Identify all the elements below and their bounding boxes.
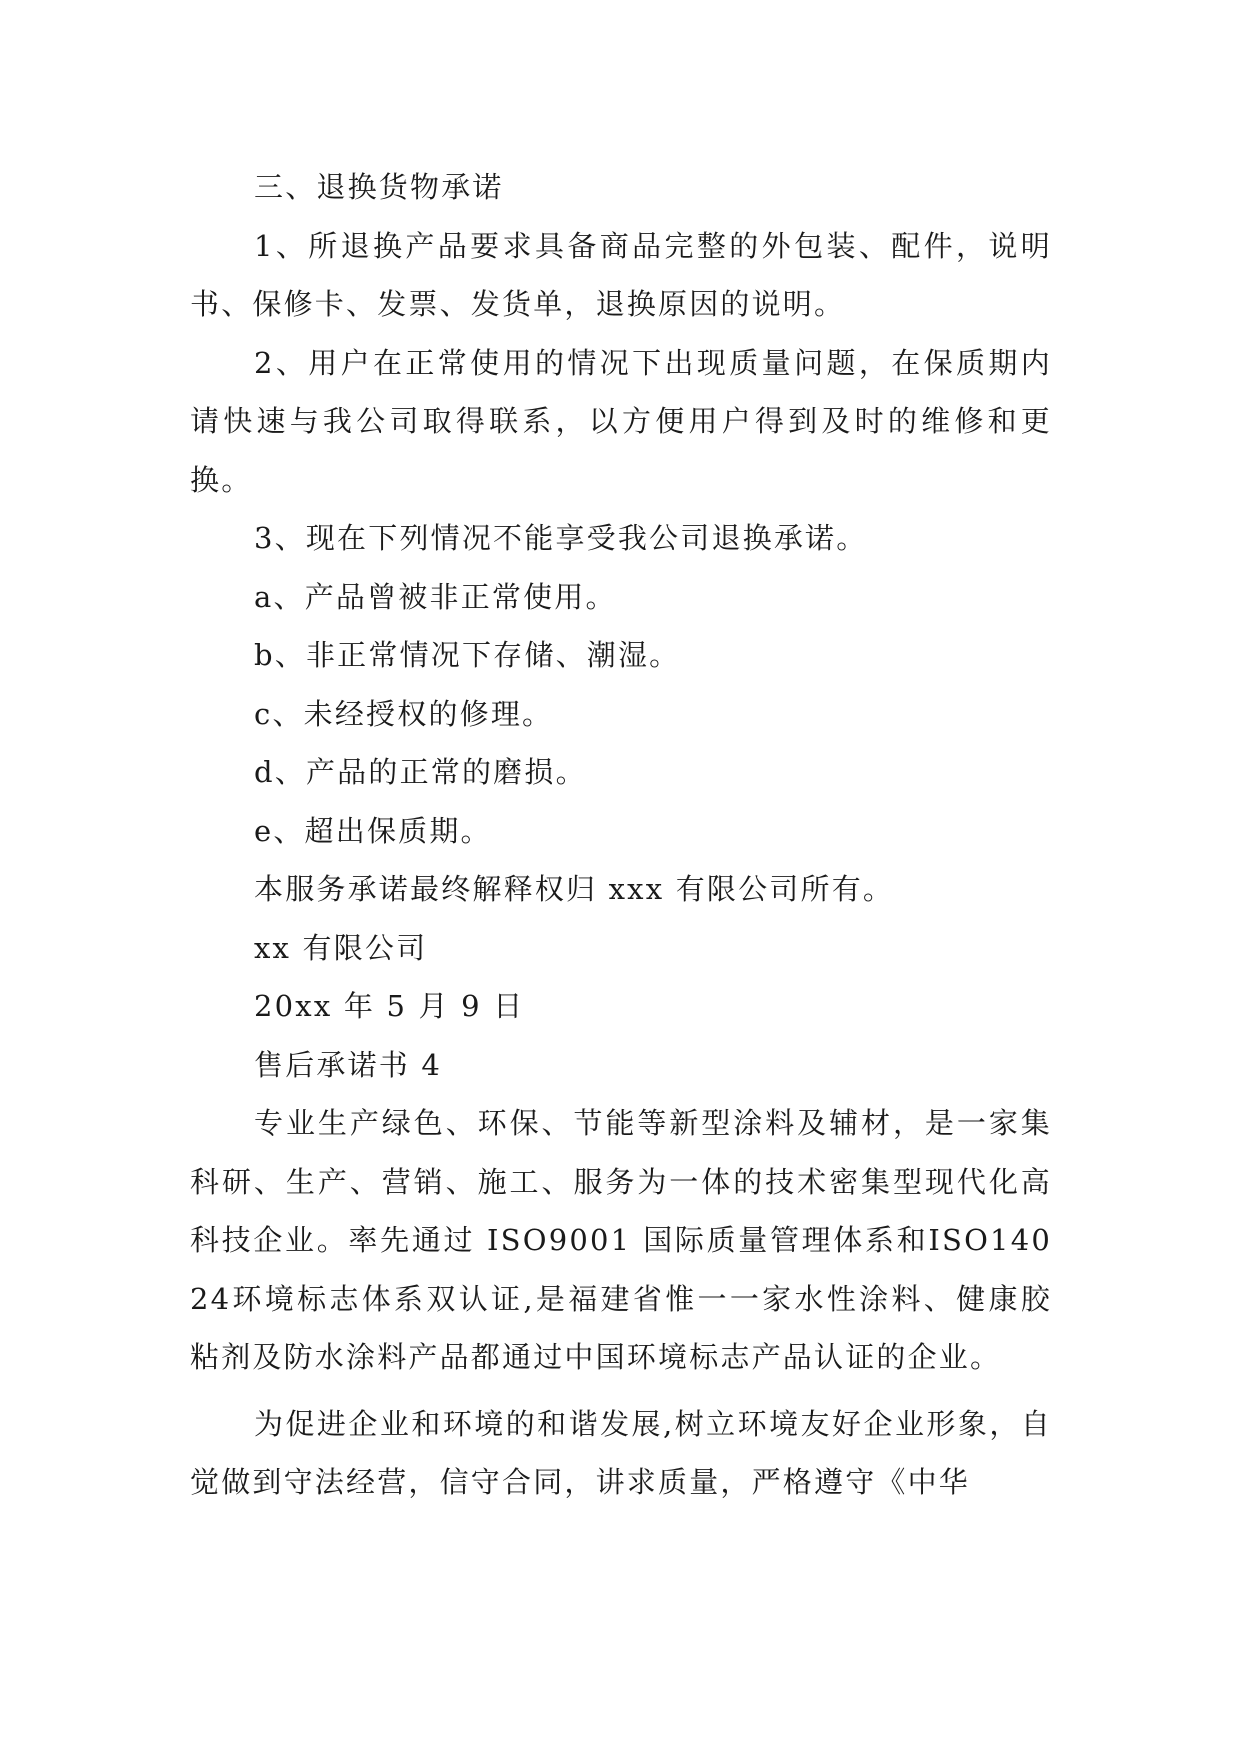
list-item-e: e、超出保质期。	[254, 813, 492, 848]
commitment-paragraph: 为促进企业和环境的和谐发展,树立环境友好企业形象，自觉做到守法经营，信守合同，讲求质量，严格遵守《中华	[190, 1406, 1052, 1499]
list-item-c: c、未经授权的修理。	[254, 696, 554, 731]
document-body	[190, 158, 1052, 1512]
list-item-d: d、产品的正常的磨损。	[254, 755, 587, 789]
document-title: 售后承诺书 4	[254, 1047, 443, 1082]
signature-date: 20xx 年 5 月 9 日	[254, 989, 525, 1023]
paragraph-item-3: 3、现在下列情况不能享受我公司退换承诺。	[254, 521, 868, 555]
list-item-a: a、产品曾被非正常使用。	[254, 579, 617, 614]
paragraph-item-1: 1、所退换产品要求具备商品完整的外包装、配件，说明书、保修卡、发票、发货单，退换原因的说明。	[190, 228, 1052, 321]
paragraph-item-2: 2、用户在正常使用的情况下出现质量问题，在保质期内请快速与我公司取得联系，以方便用户得到及时的维修和更换。	[190, 345, 1052, 497]
interpretation-statement: 本服务承诺最终解释权归 xxx 有限公司所有。	[254, 872, 895, 906]
section-heading: 三、退换货物承诺	[254, 170, 504, 204]
company-intro-paragraph: 专业生产绿色、环保、节能等新型涂料及辅材，是一家集科研、生产、营销、施工、服务为一体的技术密集型现代化高科技企业。率先通过 ISO9001 国际质量管理体系和ISO14024环境标志体系双认证,是福建省惟一一家水性涂料、健康胶粘剂及防水涂料产品都通过中国环境标志产品认证的企业。	[190, 1106, 1052, 1374]
company-signature: xx 有限公司	[254, 930, 428, 965]
list-item-b: b、非正常情况下存储、潮湿。	[254, 638, 681, 672]
